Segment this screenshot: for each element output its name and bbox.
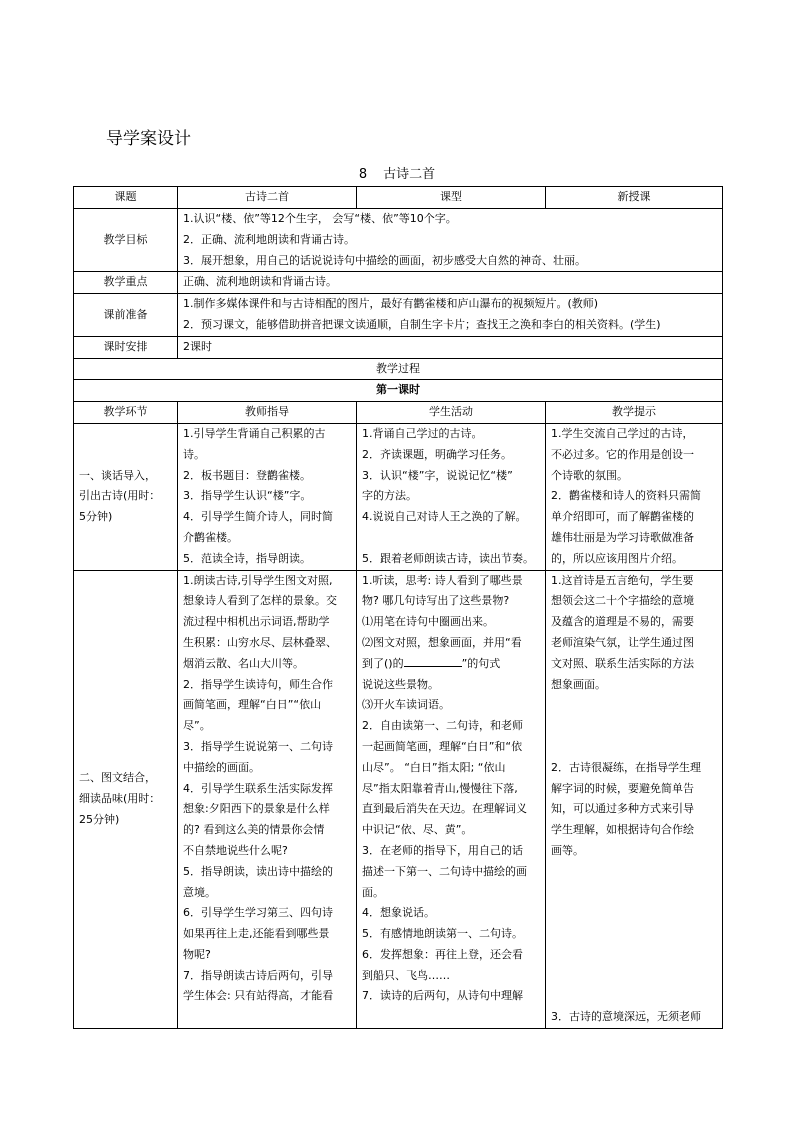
stage1-name-line: 5分钟) (79, 510, 113, 524)
text-line: 不自禁地说些什么呢? (183, 843, 288, 857)
spacer (551, 986, 717, 1007)
text-line: 雄伟壮丽是为学习诗歌做准备 (551, 530, 694, 544)
spacer (551, 966, 717, 987)
text-line: 诗。 (183, 447, 205, 461)
goals-label: 教学目标 (74, 209, 178, 272)
goal-item: 2．正确、流利地朗读和背诵古诗。 (183, 232, 355, 246)
text-line: 1.听读，思考: 诗人看到了哪些景 (362, 573, 523, 587)
header-stage: 教学环节 (74, 402, 178, 424)
text-line: 6．发挥想象：再往上登，还会看 (362, 947, 523, 961)
text-line: 2．齐读课题，明确学习任务。 (362, 447, 512, 461)
period-title: 第一课时 (74, 380, 723, 402)
info-row-goals (74, 209, 723, 272)
text-line: 1.这首诗是五言绝句，学生要 (551, 573, 694, 587)
fill-blank-line (404, 654, 462, 667)
spacer (551, 903, 717, 924)
text-line: 老师渲染气氛，让学生通过图 (551, 635, 694, 649)
text-line: 学生理解，如根据诗句合作绘 (551, 823, 694, 837)
process-title-row (74, 358, 723, 380)
stage2-name-line: 二、图文结合， (79, 771, 156, 785)
text-line: 的? 看到这么美的情景你会情 (183, 823, 325, 837)
lesson-title (0, 163, 794, 182)
header-teacher: 教师指导 (178, 402, 357, 424)
text-line: 一起画简笔画，理解“白日”和“依 (362, 739, 523, 753)
text-line: 1.朗读古诗,引导学生图文对照, (183, 573, 333, 587)
text-line: 解字词的时候，要避免简单告 (551, 781, 694, 795)
text-line: ⑵图文对照，想象画面，并用“看 (362, 635, 522, 649)
text-line: 3．认识“楼”字，说说记忆“楼” (362, 468, 513, 482)
text-line: 烟消云散、名山大川等。 (183, 656, 304, 670)
goals-content (178, 209, 723, 272)
stage2-teacher (178, 570, 357, 1029)
stage2-tips (546, 570, 723, 1029)
prep-item: 2．预习课文，能够借助拼音把课文读通顺，自制生字卡片；查找王之涣和李白的相关资料。(学生) (183, 317, 661, 331)
column-header-row (74, 402, 723, 424)
lesson-plan-table (73, 186, 723, 1029)
info-row-subject (74, 187, 723, 209)
text-line: 5．指导朗读，读出诗中描绘的 (183, 864, 333, 878)
blank-mid: )的 (388, 656, 404, 670)
text-line: 4.说说自己对诗人王之涣的了解。 (362, 510, 527, 524)
text-line: 字的方法。 (362, 489, 417, 503)
text-line: 想象画面。 (551, 677, 606, 691)
text-line: 6．引导学生学习第三、四句诗 (183, 906, 333, 920)
text-line: 学生体会: 只有站得高，才能看 (183, 989, 334, 1003)
subject-value: 古诗二首 (178, 187, 357, 209)
text-line: 7．指导朗读古诗后两句，引导 (183, 968, 333, 982)
text-line: 个诗歌的氛围。 (551, 468, 628, 482)
text-line: 画等。 (551, 843, 584, 857)
lesson-number: 8 (358, 167, 368, 182)
spacer (551, 695, 717, 716)
text-line: 流过程中相机出示词语,帮助学 (183, 615, 330, 629)
text-line: 想象诗人看到了怎样的景象。交 (183, 594, 337, 608)
text-line: 物? 哪几句诗写出了这些景物? (362, 594, 510, 608)
key-value (178, 272, 723, 294)
text-line: 描述一下第一、二句诗中描绘的画 (362, 864, 527, 878)
stage2-name-line: 细读品味(用时： (79, 791, 161, 805)
stage2-student (357, 570, 546, 1029)
text-line: ⑶开火车读词语。 (362, 698, 450, 712)
stage1-tips (546, 423, 723, 570)
text-line: 2．板书题目：登鹳雀楼。 (183, 468, 311, 482)
text-line: 2．指导学生读诗句，师生合作 (183, 677, 333, 691)
text-line: 尽”指太阳靠着青山,慢慢往下落, (362, 781, 518, 795)
stage1-teacher (178, 423, 357, 570)
text-line: 3．指导学生认识“楼”字。 (183, 489, 312, 503)
stage2-name-line: 25分钟) (79, 812, 120, 826)
text-line: 中识记“依、尽、黄”。 (362, 823, 473, 837)
stage1-name (74, 423, 178, 570)
text-line: 中描绘的画面。 (183, 760, 260, 774)
blank-pre: 到了( (362, 656, 389, 670)
text-line: 意境。 (183, 885, 216, 899)
time-text: 2课时 (183, 339, 212, 353)
goal-item: 3．展开想象，用自己的话说说诗句中描绘的画面，初步感受大自然的神奇、壮丽。 (183, 253, 586, 267)
text-line: 想领会这二十个字描绘的意境 (551, 594, 694, 608)
header-tips: 教学提示 (546, 402, 723, 424)
text-line: 到船只、飞鸟…… (362, 968, 450, 982)
blank-post: ”的句式 (461, 656, 501, 670)
stage2-name (74, 570, 178, 1029)
text-line: 单介绍即可，而了解鹳雀楼的 (551, 510, 694, 524)
text-line: 生积累：山穷水尽、层林叠翠、 (183, 635, 337, 649)
spacer (551, 862, 717, 883)
text-line: 1.学生交流自己学过的古诗， (551, 426, 694, 440)
text-line: 画简笔画，理解“白日”“依山 (183, 698, 322, 712)
text-line: 的，所以应该用图片介绍。 (551, 551, 683, 565)
stage-row-2 (74, 570, 723, 1029)
spacer (551, 883, 717, 904)
info-row-prep (74, 294, 723, 337)
text-line: 5．有感情地朗读第一、二句诗。 (362, 927, 523, 941)
period-title-row (74, 380, 723, 402)
text-line: 4．想象说话。 (362, 906, 435, 920)
text-line: 2．古诗很凝练，在指导学生理 (551, 760, 701, 774)
text-line: 面。 (362, 885, 384, 899)
text-line: 及蕴含的道理是不易的，需要 (551, 615, 694, 629)
lesson-name: 古诗二首 (383, 167, 436, 182)
text-line: 5．跟着老师朗读古诗，读出节奏。 (362, 551, 534, 565)
text-line: 如果再往上走,还能看到哪些景 (183, 927, 330, 941)
text-line: 2．自由读第一、二句诗，和老师 (362, 719, 523, 733)
text-line: 5．范读全诗，指导朗读。 (183, 551, 311, 565)
stage1-name-line: 一、谈话导入， (79, 468, 156, 482)
text-line: 知，可以通过多种方式来引导 (551, 802, 694, 816)
type-label: 课型 (357, 187, 546, 209)
text-line: 直到最后消失在天边。在理解词义 (362, 802, 527, 816)
spacer (551, 924, 717, 945)
text-line (362, 528, 540, 549)
text-line: 物呢? (183, 947, 211, 961)
text-line: 3．古诗的意境深远，无须老师 (551, 1010, 701, 1024)
stage1-name-line: 引出古诗(用时： (79, 489, 161, 503)
document-title: 导学案设计 (106, 129, 191, 149)
text-line: 1.背诵自己学过的古诗。 (362, 426, 483, 440)
key-text: 正确、流利地朗读和背诵古诗。 (183, 275, 337, 289)
process-title: 教学过程 (74, 358, 723, 380)
text-line: 介鹳雀楼。 (183, 530, 238, 544)
text-line: 2．鹳雀楼和诗人的资料只需简 (551, 489, 701, 503)
text-line: 山尽”。 “白日”指太阳; “依山 (362, 760, 506, 774)
text-line (362, 654, 540, 675)
header-student: 学生活动 (357, 402, 546, 424)
text-line: 不必过多。它的作用是创设一 (551, 447, 694, 461)
subject-label: 课题 (74, 187, 178, 209)
prep-item: 1.制作多媒体课件和与古诗相配的图片，最好有鹳雀楼和庐山瀑布的视频短片。(教师) (183, 297, 599, 311)
spacer (551, 945, 717, 966)
text-line: 3．指导学生说说第一、二句诗 (183, 739, 333, 753)
text-line: 3．在老师的指导下，用自己的话 (362, 843, 523, 857)
info-row-time (74, 336, 723, 358)
spacer (551, 716, 717, 737)
text-line: ⑴用笔在诗句中圈画出来。 (362, 615, 494, 629)
text-line: 尽”。 (183, 719, 211, 733)
text-line: 4．引导学生联系生活实际发挥 (183, 781, 333, 795)
text-line: 文对照、联系生活实际的方法 (551, 656, 694, 670)
type-value: 新授课 (546, 187, 723, 209)
key-label: 教学重点 (74, 272, 178, 294)
goal-item: 1.认识“楼、依”等12个生字， 会写“楼、依”等10个字。 (183, 212, 457, 225)
info-row-key (74, 272, 723, 294)
prep-label: 课前准备 (74, 294, 178, 337)
time-value (178, 336, 723, 358)
spacer (551, 737, 717, 758)
text-line: 1.引导学生背诵自己积累的古 (183, 426, 326, 440)
prep-content (178, 294, 723, 337)
text-line: 7．读诗的后两句，从诗句中理解 (362, 989, 523, 1003)
time-label: 课时安排 (74, 336, 178, 358)
stage-row-1 (74, 423, 723, 570)
text-line: 说说这些景物。 (362, 677, 439, 691)
stage1-student (357, 423, 546, 570)
text-line: 想象:夕阳西下的景象是什么样 (183, 802, 330, 816)
text-line: 4．引导学生简介诗人，同时简 (183, 510, 333, 524)
